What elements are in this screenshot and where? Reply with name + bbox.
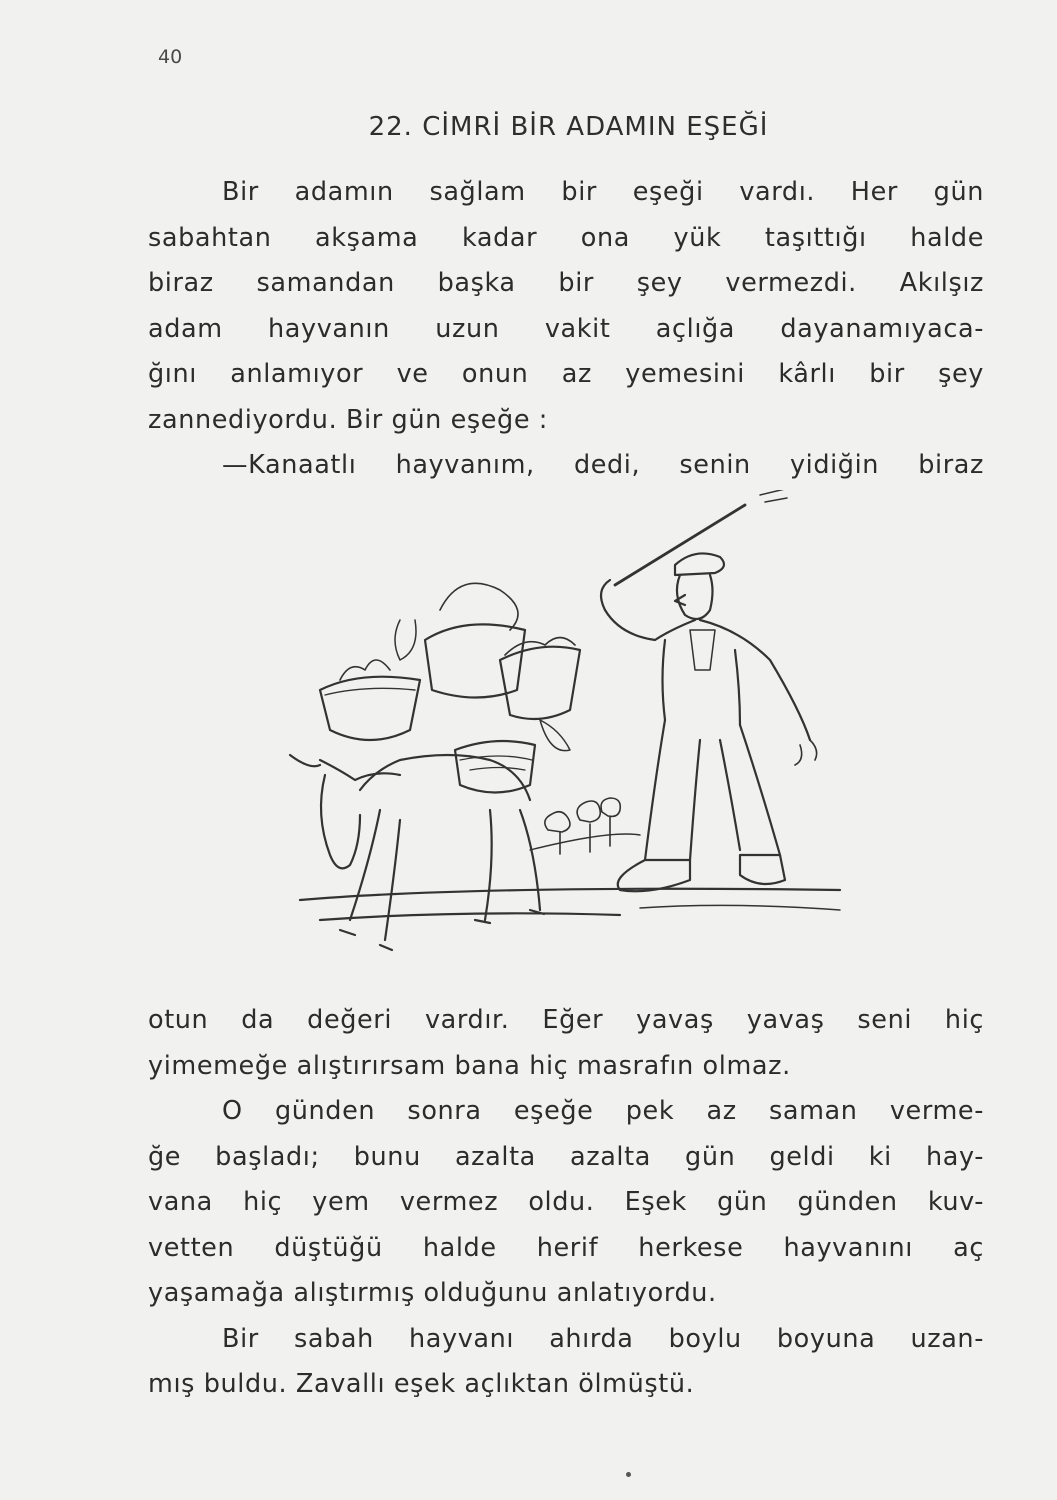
text-line: ğını anlamıyor ve onun az yemesini kârlı bir şey [148,359,984,389]
text-line: vana hiç yem vermez oldu. Eşek gün günden kuv- [148,1187,984,1217]
donkey-icon [290,755,544,950]
print-speck [626,1472,631,1477]
text-line: sabahtan akşama kadar ona yük taşıttığı halde [148,222,984,253]
text-line: biraz samandan başka bir şey vermezdi. Akılşız [148,268,984,298]
text-line: zannediyordu. Bir gün eşeğe : [148,404,548,435]
text-line: Bir sabah hayvanı ahırda boylu boyuna uzan- [222,1323,984,1354]
basket-icon [320,583,580,792]
text-line: mış buldu. Zavallı eşek açlıktan ölmüştü. [148,1369,695,1399]
page-number: 40 [158,46,183,68]
text-line: ğe başladı; bunu azalta azalta gün geldi ki hay- [148,1141,984,1172]
text-line: —Kanaatlı hayvanım, dedi, senin yidiğin biraz [222,450,984,480]
man-figure-icon [601,505,817,891]
text-line: Bir adamın sağlam bir eşeği vardı. Her gün [222,177,984,207]
donkey-and-man-illustration [280,490,860,970]
text-line: yimemeğe alıştırırsam bana hiç masrafın olmaz. [148,1050,791,1081]
text-line: vetten düştüğü halde herif herkese hayvanını aç [148,1232,984,1263]
story-text-top [148,170,984,489]
tree-icon [545,798,620,854]
text-line: yaşamağa alıştırmış olduğunu anlatıyordu. [148,1278,717,1308]
chapter-title: 22. CİMRİ BİR ADAMIN EŞEĞİ [368,112,769,142]
text-line: otun da değeri vardır. Eğer yavaş yavaş seni hiç [148,1005,984,1035]
text-line: adam hayvanın uzun vakit açlığa dayanamıyaca- [148,313,984,344]
text-line: O günden sonra eşeğe pek az saman verme- [222,1096,984,1126]
story-text-bottom [148,998,984,1408]
